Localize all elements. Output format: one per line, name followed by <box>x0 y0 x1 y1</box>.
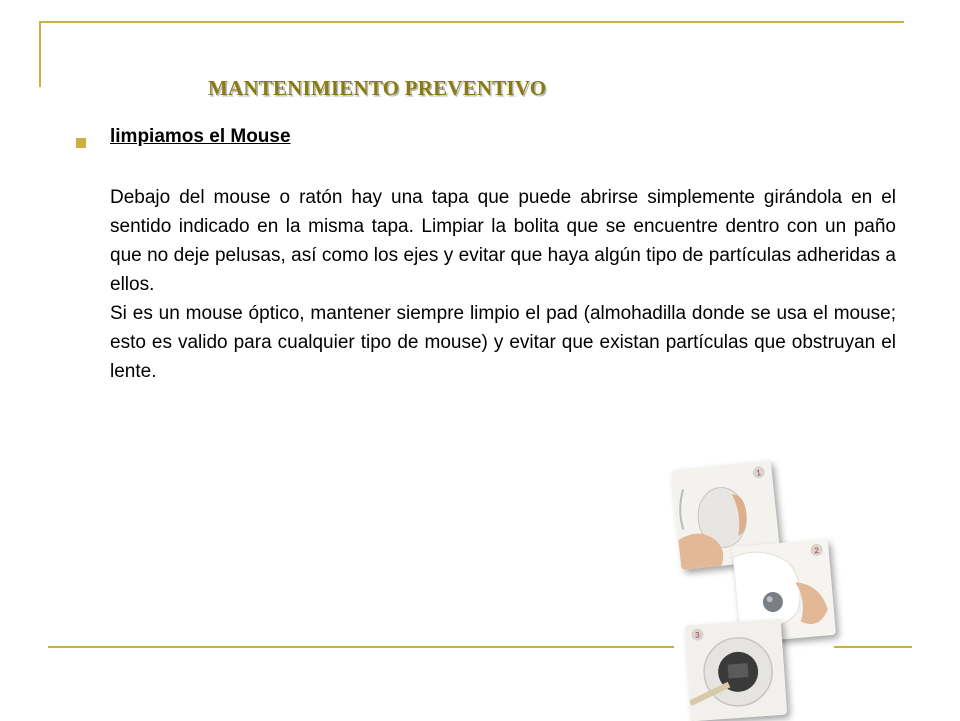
body-text <box>110 183 896 386</box>
frame-bottom-rule-right <box>834 646 912 648</box>
frame-top-rule <box>39 21 904 23</box>
step-number-2: 2 <box>813 545 820 556</box>
bullet-square-icon <box>76 138 86 148</box>
step-number-3: 3 <box>694 630 701 640</box>
frame-left-rule <box>39 21 41 87</box>
slide-title: MANTENIMIENTO PREVENTIVO <box>208 76 547 100</box>
paragraph-ball-mouse: Debajo del mouse o ratón hay una tapa que puede abrirse simplemente girándola en el sentido indicado en la misma tapa. Limpiar la bolita que se encuentre dentro con un paño que no deje pelusas, así como los ejes y evitar que haya algún tipo de partículas adheridas a ellos. <box>110 187 896 295</box>
photo-step-3 <box>685 619 787 721</box>
section-subtitle: limpiamos el Mouse <box>110 126 291 147</box>
frame-bottom-rule-left <box>48 646 674 648</box>
step-number-1: 1 <box>756 468 762 478</box>
paragraph-optical-mouse: Si es un mouse óptico, mantener siempre limpio el pad (almohadilla donde se usa el mouse; esto es valido para cualquier tipo de mouse) y evitar que existan partículas que obstruyan el lente. <box>110 303 896 382</box>
